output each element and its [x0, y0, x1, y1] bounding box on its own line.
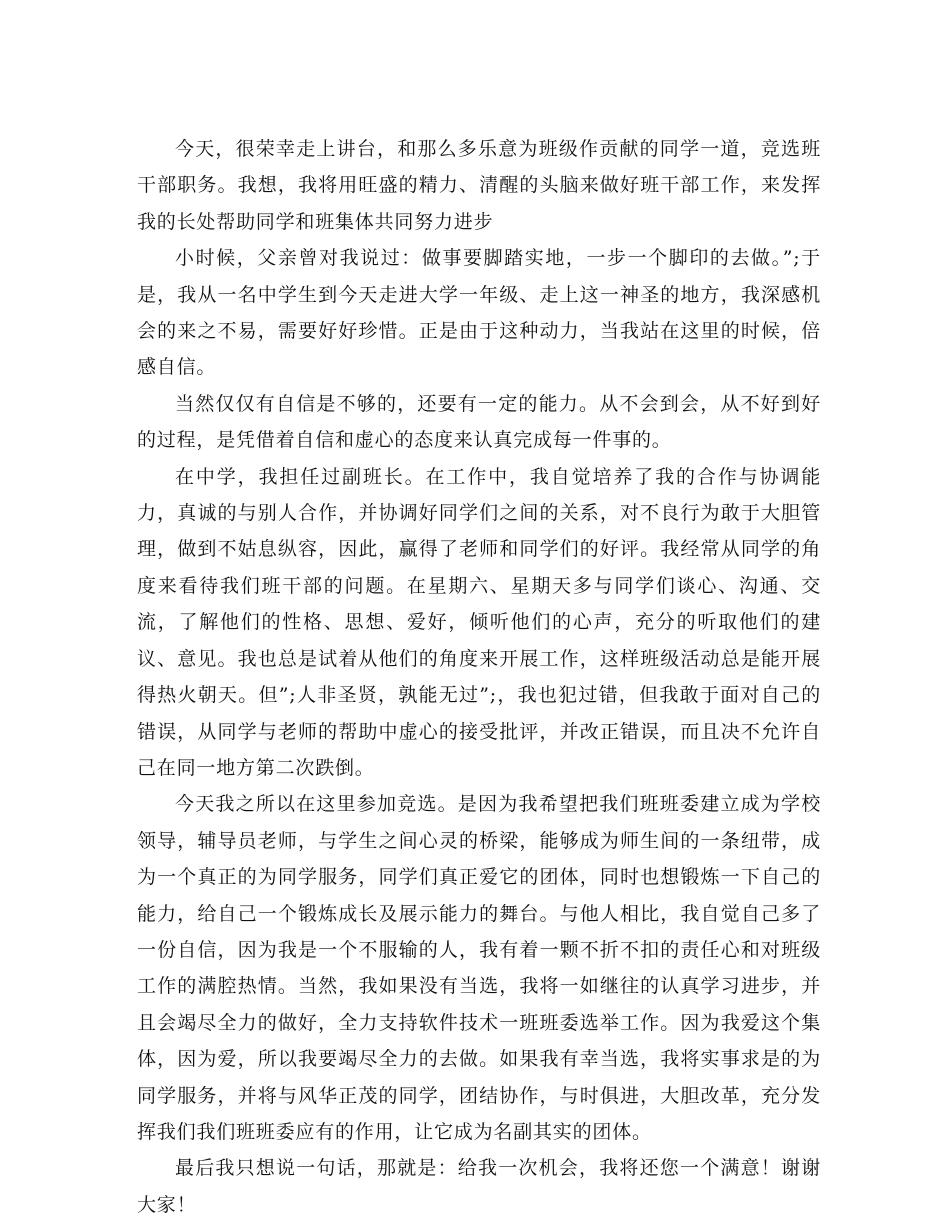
speech-body: [137, 131, 821, 1223]
paragraph-2: 小时候，父亲曾对我说过：做事要脚踏实地，一步一个脚印的去做。”;于是，我从一名中学生到今天走进大学一年级、走上这一神圣的地方，我深感机会的来之不易，需要好好珍惜。正是由于这种动力，当我站在这里的时候，倍感自信。: [137, 247, 821, 379]
paragraph-1: 今天，很荣幸走上讲台，和那么多乐意为班级作贡献的同学一道，竞选班干部职务。我想，我将用旺盛的精力、清醒的头脑来做好班干部工作，来发挥我的长处帮助同学和班集体共同努力进步: [137, 138, 821, 233]
paragraph-3: 当然仅仅有自信是不够的，还要有一定的能力。从不会到会，从不好到好的过程，是凭借着自信和虚心的态度来认真完成每一件事的。: [137, 392, 821, 452]
paragraph-4: 在中学，我担任过副班长。在工作中，我自觉培养了我的合作与协调能力，真诚的与别人合作，并协调好同学们之间的关系，对不良行为敢于大胆管理，做到不姑息纵容，因此，赢得了老师和同学们的好评。我经常从同学的角度来看待我们班干部的问题。在星期六、星期天多与同学们谈心、沟通、交流，了解他们的性格、思想、爱好，倾听他们的心声，充分的听取他们的建议、意见。我也总是试着从他们的角度来开展工作，这样班级活动总是能开展得热火朝天。但”;人非圣贤，孰能无过”;，我也犯过错，但我敢于面对自己的错误，从同学与老师的帮助中虚心的接受批评，并改正错误，而且决不允许自己在同一地方第二次跌倒。: [137, 465, 821, 779]
paragraph-6: 最后我只想说一句话，那就是：给我一次机会，我将还您一个满意！谢谢大家！: [137, 1157, 821, 1216]
paragraph-5: 今天我之所以在这里参加竞选。是因为我希望把我们班班委建立成为学校领导，辅导员老师，与学生之间心灵的桥梁，能够成为师生间的一条纽带，成为一个真正的为同学服务，同学们真正爱它的团体，同时也想锻炼一下自己的能力，给自己一个锻炼成长及展示能力的舞台。与他人相比，我自觉自己多了一份自信，因为我是一个不服输的人，我有着一颗不折不扣的责任心和对班级工作的满腔热情。当然，我如果没有当选，我将一如继往的认真学习进步，并且会竭尽全力的做好，全力支持软件技术一班班委选举工作。因为我爱这个集体，因为爱，所以我要竭尽全力的去做。如果我有幸当选，我将实事求是的为同学服务，并将与风华正茂的同学，团结协作，与时俱进，大胆改革，充分发挥我们我们班班委应有的作用，让它成为名副其实的团体。: [137, 793, 821, 1143]
